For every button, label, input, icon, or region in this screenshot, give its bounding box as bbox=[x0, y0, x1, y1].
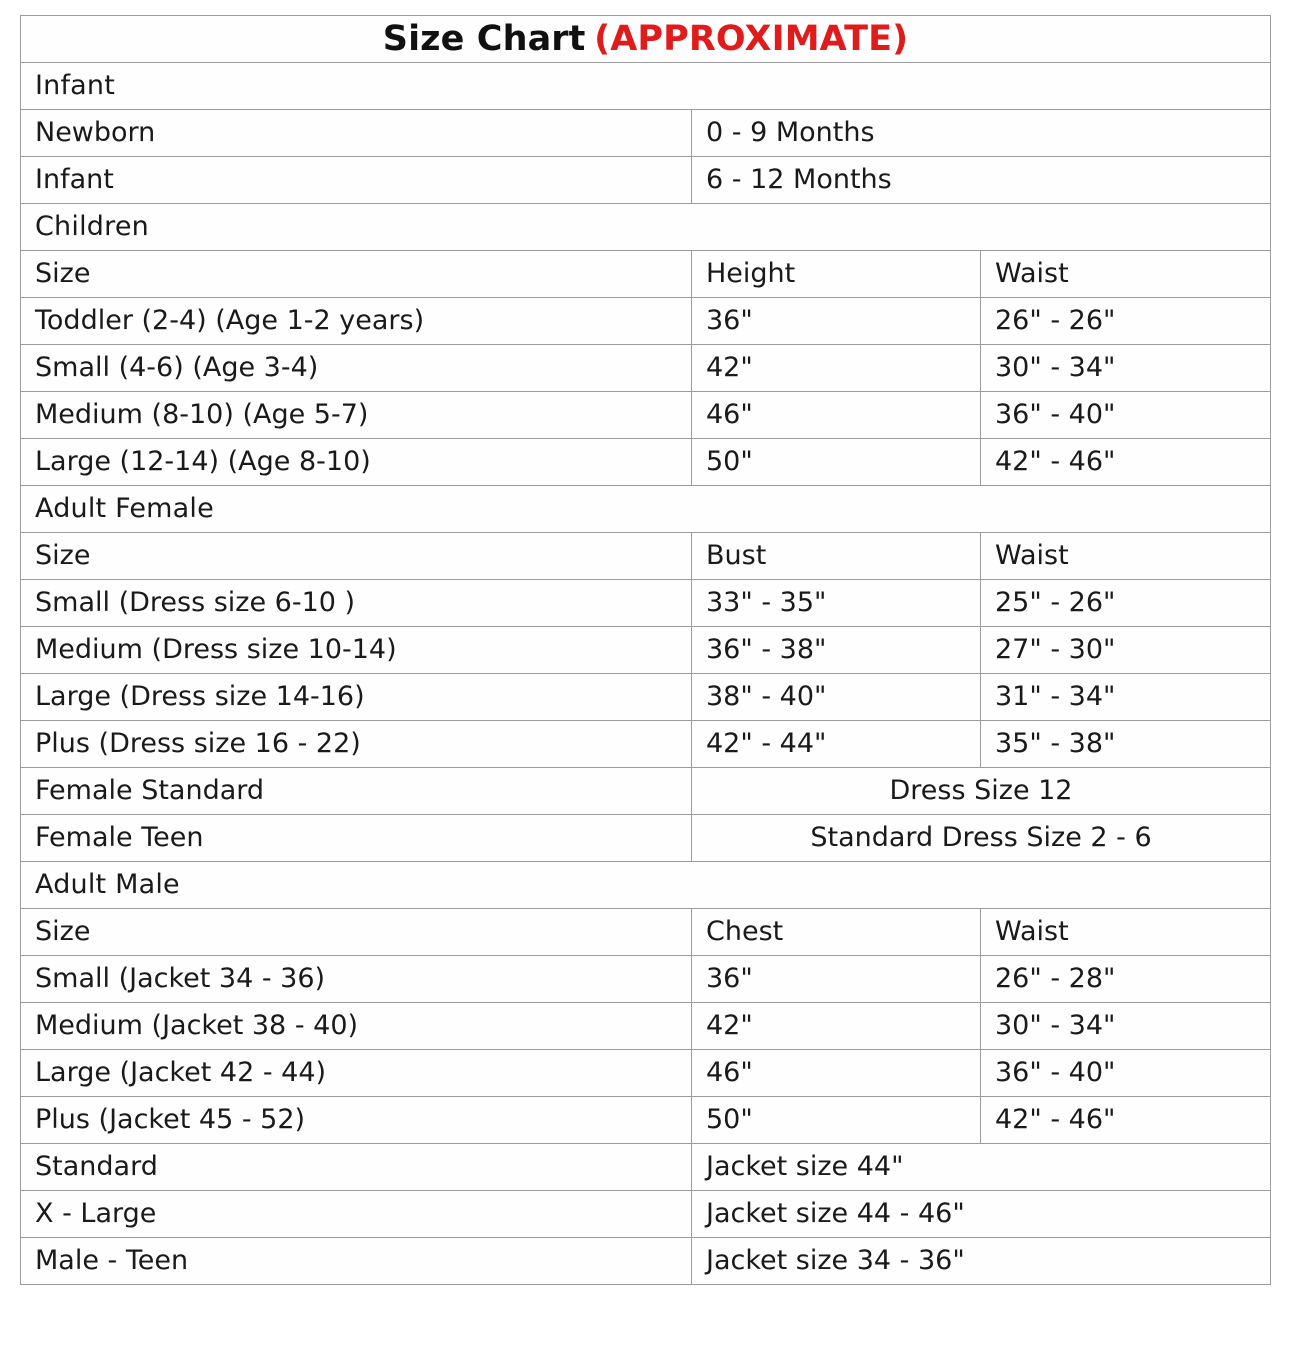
column-header-measure-2: Waist bbox=[981, 533, 1271, 580]
row-size-label: Plus (Dress size 16 - 22) bbox=[21, 721, 692, 768]
row-size-label: Small (4-6) (Age 3-4) bbox=[21, 345, 692, 392]
section-heading: Adult Male bbox=[21, 862, 1271, 909]
row-measure-1: 33" - 35" bbox=[692, 580, 981, 627]
column-header-measure-1: Height bbox=[692, 251, 981, 298]
row-measure-2: 36" - 40" bbox=[981, 392, 1271, 439]
row-measure-2: 27" - 30" bbox=[981, 627, 1271, 674]
table-row bbox=[21, 392, 1271, 439]
column-header-measure-1: Bust bbox=[692, 533, 981, 580]
column-header-measure-2: Waist bbox=[981, 909, 1271, 956]
table-row bbox=[21, 1050, 1271, 1097]
table-row bbox=[21, 956, 1271, 1003]
row-measure-1: 42" bbox=[692, 1003, 981, 1050]
row-measure-1: 36" - 38" bbox=[692, 627, 981, 674]
table-row bbox=[21, 627, 1271, 674]
row-measure-2: 30" - 34" bbox=[981, 345, 1271, 392]
row-merged-value: Jacket size 34 - 36" bbox=[692, 1238, 1271, 1285]
row-size-label: Small (Jacket 34 - 36) bbox=[21, 956, 692, 1003]
section-heading: Adult Female bbox=[21, 486, 1271, 533]
table-row bbox=[21, 1191, 1271, 1238]
row-measure-2: 25" - 26" bbox=[981, 580, 1271, 627]
column-header-size: Size bbox=[21, 909, 692, 956]
row-size-label: Infant bbox=[21, 157, 692, 204]
table-row bbox=[21, 721, 1271, 768]
row-size-label: Toddler (2-4) (Age 1-2 years) bbox=[21, 298, 692, 345]
row-size-label: Male - Teen bbox=[21, 1238, 692, 1285]
row-measure-1: 46" bbox=[692, 392, 981, 439]
table-row bbox=[21, 157, 1271, 204]
section-header-row bbox=[21, 486, 1271, 533]
row-measure-1: 42" - 44" bbox=[692, 721, 981, 768]
row-size-label: X - Large bbox=[21, 1191, 692, 1238]
table-row bbox=[21, 1003, 1271, 1050]
row-merged-value: Standard Dress Size 2 - 6 bbox=[692, 815, 1271, 862]
section-heading: Children bbox=[21, 204, 1271, 251]
table-row bbox=[21, 1144, 1271, 1191]
section-header-row bbox=[21, 862, 1271, 909]
row-size-label: Standard bbox=[21, 1144, 692, 1191]
row-size-label: Newborn bbox=[21, 110, 692, 157]
row-size-label: Small (Dress size 6-10 ) bbox=[21, 580, 692, 627]
row-size-label: Medium (8-10) (Age 5-7) bbox=[21, 392, 692, 439]
table-row bbox=[21, 110, 1271, 157]
row-measure-2: 26" - 28" bbox=[981, 956, 1271, 1003]
row-measure-1: 36" bbox=[692, 298, 981, 345]
row-measure-2: 26" - 26" bbox=[981, 298, 1271, 345]
row-measure-2: 30" - 34" bbox=[981, 1003, 1271, 1050]
row-size-label: Female Teen bbox=[21, 815, 692, 862]
row-size-label: Large (12-14) (Age 8-10) bbox=[21, 439, 692, 486]
table-row bbox=[21, 815, 1271, 862]
row-size-label: Large (Jacket 42 - 44) bbox=[21, 1050, 692, 1097]
row-measure-2: 36" - 40" bbox=[981, 1050, 1271, 1097]
row-merged-value: 0 - 9 Months bbox=[692, 110, 1271, 157]
title-main-text: Size Chart bbox=[382, 18, 586, 59]
table-row bbox=[21, 1238, 1271, 1285]
row-size-label: Medium (Jacket 38 - 40) bbox=[21, 1003, 692, 1050]
title-row bbox=[21, 16, 1271, 63]
table-row bbox=[21, 1097, 1271, 1144]
row-measure-1: 36" bbox=[692, 956, 981, 1003]
row-measure-2: 42" - 46" bbox=[981, 439, 1271, 486]
column-header-row bbox=[21, 909, 1271, 956]
column-header-size: Size bbox=[21, 251, 692, 298]
row-size-label: Medium (Dress size 10-14) bbox=[21, 627, 692, 674]
title-approximate-text: (APPROXIMATE) bbox=[594, 18, 909, 59]
row-measure-1: 50" bbox=[692, 1097, 981, 1144]
column-header-row bbox=[21, 251, 1271, 298]
column-header-size: Size bbox=[21, 533, 692, 580]
row-size-label: Female Standard bbox=[21, 768, 692, 815]
table-row bbox=[21, 768, 1271, 815]
row-size-label: Large (Dress size 14-16) bbox=[21, 674, 692, 721]
table-row bbox=[21, 298, 1271, 345]
table-row bbox=[21, 580, 1271, 627]
row-merged-value: Dress Size 12 bbox=[692, 768, 1271, 815]
section-header-row bbox=[21, 63, 1271, 110]
row-merged-value: Jacket size 44 - 46" bbox=[692, 1191, 1271, 1238]
row-measure-2: 31" - 34" bbox=[981, 674, 1271, 721]
size-chart-table bbox=[20, 15, 1271, 1285]
table-row bbox=[21, 345, 1271, 392]
row-size-label: Plus (Jacket 45 - 52) bbox=[21, 1097, 692, 1144]
column-header-measure-1: Chest bbox=[692, 909, 981, 956]
table-row bbox=[21, 674, 1271, 721]
row-measure-1: 42" bbox=[692, 345, 981, 392]
row-measure-1: 38" - 40" bbox=[692, 674, 981, 721]
column-header-row bbox=[21, 533, 1271, 580]
table-row bbox=[21, 439, 1271, 486]
row-measure-2: 42" - 46" bbox=[981, 1097, 1271, 1144]
row-measure-2: 35" - 38" bbox=[981, 721, 1271, 768]
section-header-row bbox=[21, 204, 1271, 251]
page-title bbox=[21, 16, 1271, 63]
row-merged-value: Jacket size 44" bbox=[692, 1144, 1271, 1191]
section-heading: Infant bbox=[21, 63, 1271, 110]
column-header-measure-2: Waist bbox=[981, 251, 1271, 298]
row-merged-value: 6 - 12 Months bbox=[692, 157, 1271, 204]
row-measure-1: 46" bbox=[692, 1050, 981, 1097]
row-measure-1: 50" bbox=[692, 439, 981, 486]
